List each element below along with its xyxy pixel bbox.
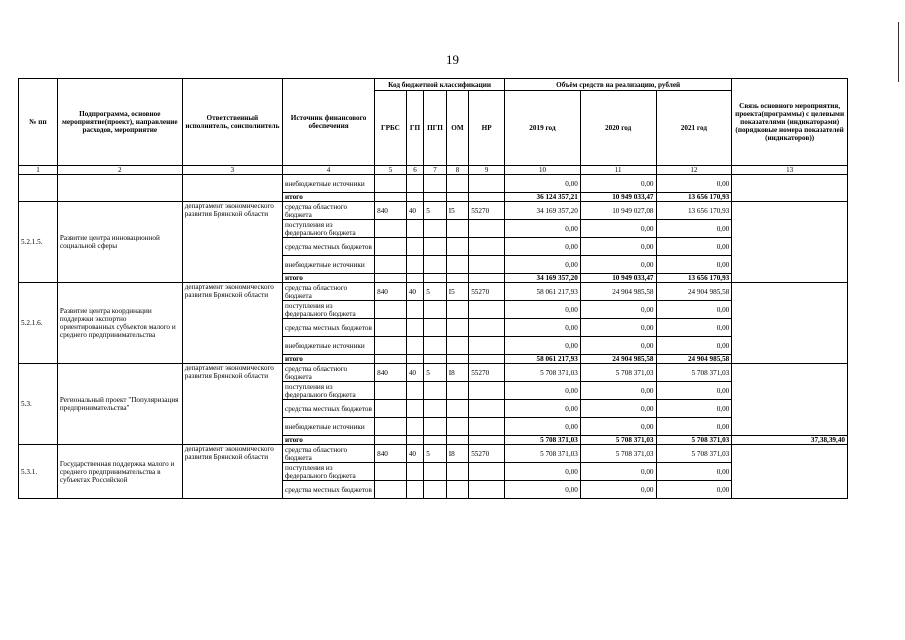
header-om: ОМ [446, 91, 469, 166]
source-cell: средства областного бюджета [283, 283, 375, 301]
amount-2020: 5 708 371,03 [580, 445, 656, 463]
amount-2020: 0,00 [580, 481, 656, 499]
amount-2020: 5 708 371,03 [580, 364, 656, 382]
colnum-cell: 4 [283, 166, 375, 175]
source-cell: внебюджетные источники [283, 175, 375, 193]
header-source: Источник финансового обеспечения [283, 79, 375, 166]
row-number: 5.2.1.5. [19, 202, 58, 283]
code-nr: 55270 [469, 202, 505, 220]
code-grbs: 840 [375, 445, 407, 463]
code-om: I8 [446, 364, 469, 382]
header-num: № пп [19, 79, 58, 166]
amount-2020: 0,00 [580, 337, 656, 355]
executor: департамент экономического развития Брянской области [182, 364, 282, 445]
amount-2021: 0,00 [656, 256, 732, 274]
amount-2021: 0,00 [656, 481, 732, 499]
amount-2021: 0,00 [656, 400, 732, 418]
code-pgp: 5 [424, 364, 447, 382]
source-cell: средства областного бюджета [283, 364, 375, 382]
colnum-cell: 3 [182, 166, 282, 175]
header-2021: 2021 год [656, 91, 732, 166]
source-cell: итого [283, 193, 375, 202]
amount-2020: 10 949 033,47 [580, 193, 656, 202]
amount-2019: 58 061 217,93 [505, 355, 581, 364]
amount-2021: 13 656 170,93 [656, 274, 732, 283]
colnum-cell: 7 [424, 166, 447, 175]
colnum-cell: 1 [19, 166, 58, 175]
amount-2021: 0,00 [656, 175, 732, 193]
amount-2020: 10 949 033,47 [580, 274, 656, 283]
code-om: I8 [446, 445, 469, 463]
amount-2019: 0,00 [505, 256, 581, 274]
header-budget-code-group: Код бюджетной классификации [375, 79, 505, 91]
row-number: 5.2.1.6. [19, 283, 58, 364]
amount-2019: 0,00 [505, 382, 581, 400]
source-cell: итого [283, 274, 375, 283]
code-nr: 55270 [469, 445, 505, 463]
amount-2021: 5 708 371,03 [656, 445, 732, 463]
amount-2020: 24 904 985,58 [580, 283, 656, 301]
colnum-cell: 12 [656, 166, 732, 175]
header-pgp: ПГП [424, 91, 447, 166]
amount-2021: 0,00 [656, 319, 732, 337]
measure-name: Развитие центра координации поддержки экспортно ориентированных субъектов малого и среднего предпринимательства [57, 283, 182, 364]
executor: департамент экономического развития Брянской области [182, 283, 282, 364]
source-cell: средства областного бюджета [283, 445, 375, 463]
colnum-cell: 10 [505, 166, 581, 175]
amount-2019: 34 169 357,20 [505, 274, 581, 283]
row-number: 5.3.1. [19, 445, 58, 499]
amount-2019: 0,00 [505, 220, 581, 238]
amount-2021: 0,00 [656, 301, 732, 319]
amount-2021: 0,00 [656, 337, 732, 355]
code-grbs: 840 [375, 364, 407, 382]
measure-name: Региональный проект "Популяризация предпринимательства" [57, 364, 182, 445]
amount-2020: 0,00 [580, 238, 656, 256]
page-number: 19 [446, 52, 459, 67]
code-gp: 40 [406, 202, 423, 220]
source-cell: внебюджетные источники [283, 418, 375, 436]
amount-2019: 0,00 [505, 238, 581, 256]
amount-2020: 0,00 [580, 220, 656, 238]
code-gp: 40 [406, 283, 423, 301]
amount-2019: 0,00 [505, 319, 581, 337]
amount-2019: 0,00 [505, 400, 581, 418]
header-nr: НР [469, 91, 505, 166]
indicator-link: 37,38,39,40 [732, 436, 848, 445]
amount-2019: 0,00 [505, 481, 581, 499]
row-number: 5.3. [19, 364, 58, 445]
amount-2019: 5 708 371,03 [505, 445, 581, 463]
amount-2021: 0,00 [656, 418, 732, 436]
amount-2021: 5 708 371,03 [656, 436, 732, 445]
source-cell: итого [283, 436, 375, 445]
header-gp: ГП [406, 91, 423, 166]
measure-name: Государственная поддержка малого и среднего предпринимательства в субъектах Российской [57, 445, 182, 499]
executor: департамент экономического развития Брянской области [182, 445, 282, 499]
measure-name: Развитие центра инновационной социальной сферы [57, 202, 182, 283]
code-gp: 40 [406, 445, 423, 463]
source-cell: итого [283, 355, 375, 364]
source-cell: средства местных бюджетов [283, 238, 375, 256]
amount-2020: 0,00 [580, 418, 656, 436]
header-2019: 2019 год [505, 91, 581, 166]
source-cell: поступления из федерального бюджета [283, 220, 375, 238]
amount-2019: 34 169 357,20 [505, 202, 581, 220]
header-volume-group: Объём средств на реализацию, рублей [505, 79, 732, 91]
source-cell: внебюджетные источники [283, 337, 375, 355]
colnum-cell: 5 [375, 166, 407, 175]
amount-2019: 0,00 [505, 337, 581, 355]
header-grbs: ГРБС [375, 91, 407, 166]
header-indicator-link: Связь основного мероприятия, проекта(программы) с целевыми показателями (индикаторами) (порядковые номера показателей (индикаторов)) [732, 79, 848, 166]
amount-2019: 5 708 371,03 [505, 364, 581, 382]
amount-2021: 24 904 985,58 [656, 283, 732, 301]
code-om: I5 [446, 283, 469, 301]
code-nr: 55270 [469, 283, 505, 301]
amount-2021: 13 656 170,93 [656, 193, 732, 202]
header-name: Подпрограмма, основное мероприятие(проект), направление расходов, мероприятие [57, 79, 182, 166]
amount-2019: 5 708 371,03 [505, 436, 581, 445]
code-om: I5 [446, 202, 469, 220]
amount-2020: 0,00 [580, 301, 656, 319]
amount-2021: 5 708 371,03 [656, 364, 732, 382]
executor: департамент экономического развития Брянской области [182, 202, 282, 283]
source-cell: внебюджетные источники [283, 256, 375, 274]
source-cell: средства местных бюджетов [283, 400, 375, 418]
column-number-row [19, 166, 848, 175]
colnum-cell: 13 [732, 166, 848, 175]
amount-2021: 0,00 [656, 382, 732, 400]
amount-2020: 0,00 [580, 256, 656, 274]
table-row [19, 364, 848, 382]
amount-2021: 24 904 985,58 [656, 355, 732, 364]
code-gp: 40 [406, 364, 423, 382]
source-cell: средства областного бюджета [283, 202, 375, 220]
header-executor: Ответственный исполнитель, соисполнитель [182, 79, 282, 166]
amount-2020: 0,00 [580, 463, 656, 481]
header-2020: 2020 год [580, 91, 656, 166]
amount-2019: 0,00 [505, 463, 581, 481]
source-cell: средства местных бюджетов [283, 481, 375, 499]
amount-2019: 0,00 [505, 418, 581, 436]
source-cell: поступления из федерального бюджета [283, 301, 375, 319]
table-row [19, 202, 848, 220]
amount-2019: 0,00 [505, 301, 581, 319]
amount-2021: 0,00 [656, 220, 732, 238]
amount-2021: 13 656 170,93 [656, 202, 732, 220]
amount-2021: 0,00 [656, 238, 732, 256]
amount-2020: 5 708 371,03 [580, 436, 656, 445]
amount-2019: 58 061 217,93 [505, 283, 581, 301]
code-nr: 55270 [469, 364, 505, 382]
amount-2019: 0,00 [505, 175, 581, 193]
colnum-cell: 9 [469, 166, 505, 175]
code-grbs: 840 [375, 202, 407, 220]
code-grbs: 840 [375, 283, 407, 301]
amount-2020: 0,00 [580, 400, 656, 418]
colnum-cell: 2 [57, 166, 182, 175]
table-row [19, 283, 848, 301]
colnum-cell: 11 [580, 166, 656, 175]
amount-2020: 0,00 [580, 382, 656, 400]
code-pgp: 5 [424, 445, 447, 463]
table-row [19, 175, 848, 193]
amount-2021: 0,00 [656, 463, 732, 481]
colnum-cell: 6 [406, 166, 423, 175]
amount-2020: 24 904 985,58 [580, 355, 656, 364]
code-pgp: 5 [424, 283, 447, 301]
source-cell: поступления из федерального бюджета [283, 463, 375, 481]
source-cell: средства местных бюджетов [283, 319, 375, 337]
amount-2019: 36 124 357,21 [505, 193, 581, 202]
code-pgp: 5 [424, 202, 447, 220]
page-edge-line [898, 22, 899, 82]
amount-2020: 0,00 [580, 319, 656, 337]
colnum-cell: 8 [446, 166, 469, 175]
budget-table [18, 78, 848, 499]
table-row [19, 445, 848, 463]
amount-2020: 10 949 027,08 [580, 202, 656, 220]
source-cell: поступления из федерального бюджета [283, 382, 375, 400]
amount-2020: 0,00 [580, 175, 656, 193]
